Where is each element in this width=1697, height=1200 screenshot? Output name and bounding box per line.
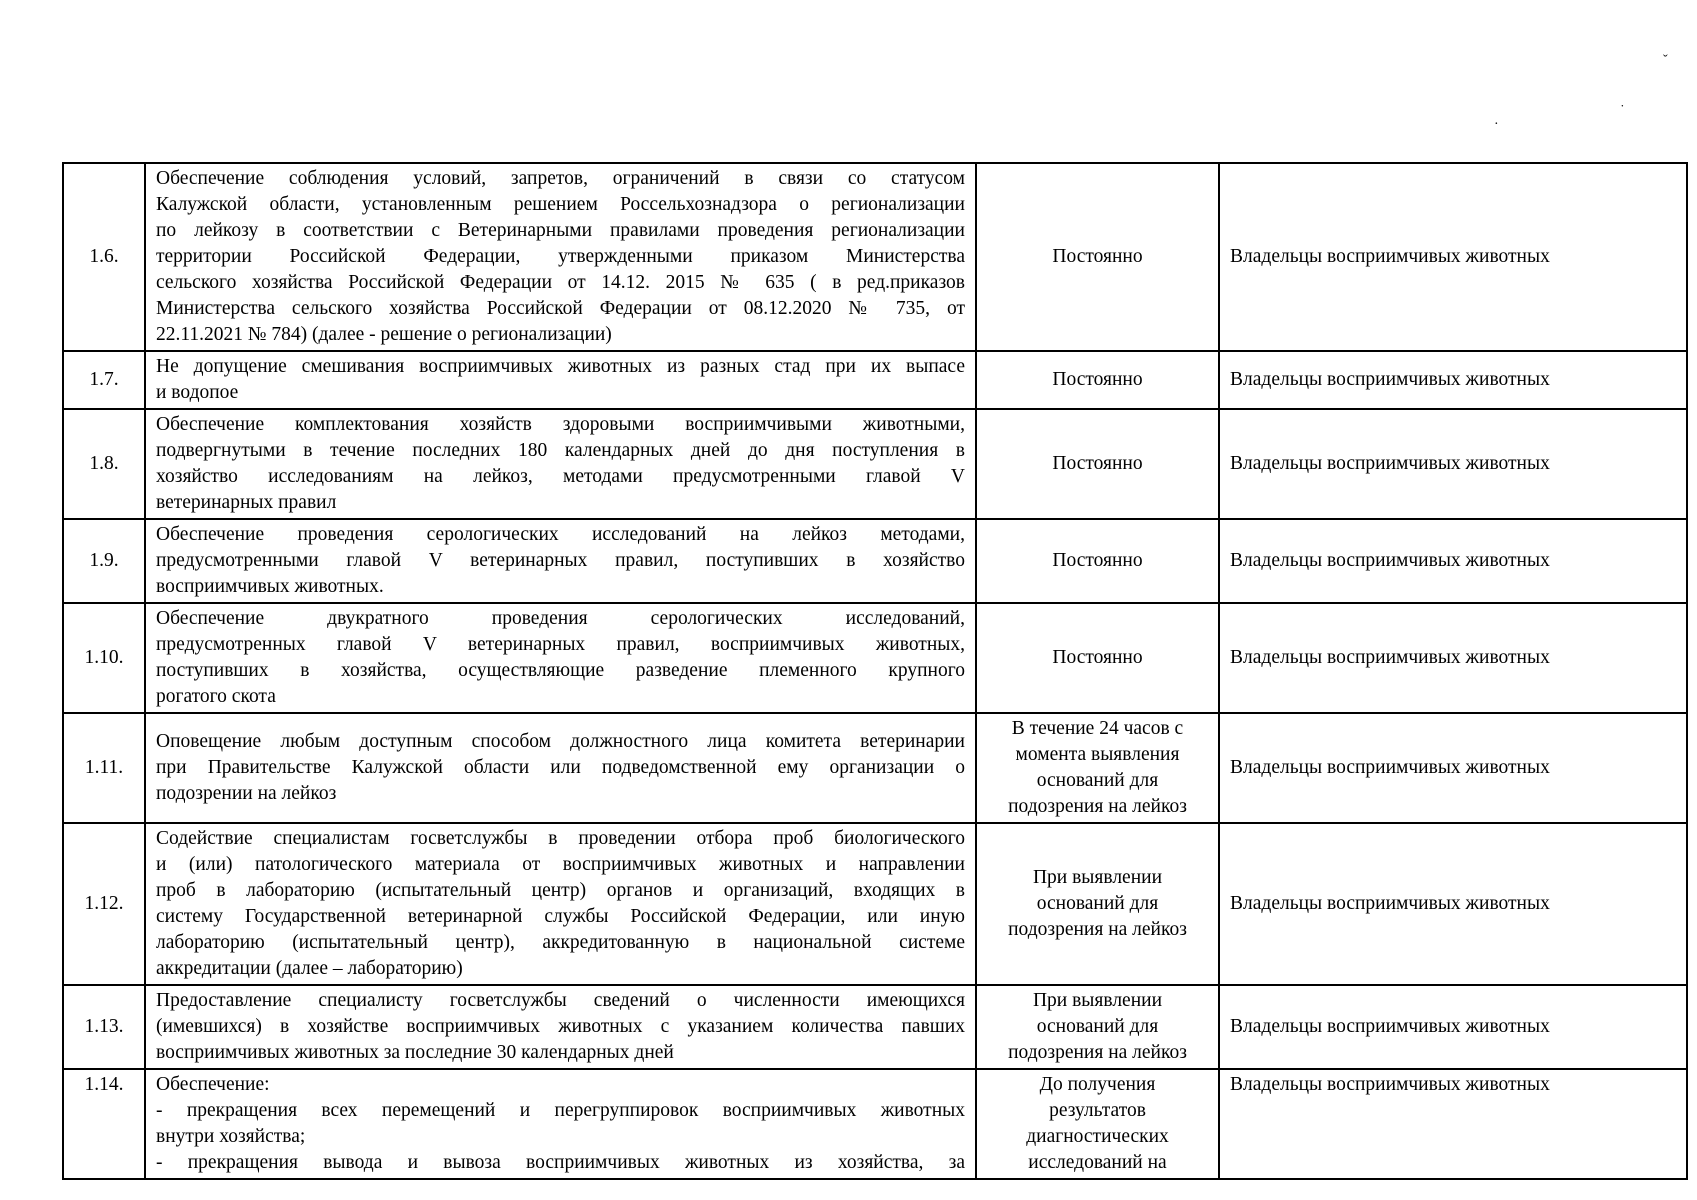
measures-table [62,162,1688,1180]
measure-description: Оповещение любым доступным способом должностного лица комитета ветеринарии при Правительстве Калужской области или подведомственной ему организации о подозрении на лейкоз [145,713,976,823]
row-number: 1.6. [63,163,145,351]
measure-description: Содействие специалистам госветслужбы в проведении отбора проб биологического и (или) патологического материала от восприимчивых животных и направлении проб в лабораторию (испытательный центр) органов и организаций, входящих в систему Государственной ветеринарной службы Российской Федерации, или иную лабораторию (испытательный центр), аккредитованную в национальной системе аккредитации (далее – лабораторию) [145,823,976,985]
row-number: 1.11. [63,713,145,823]
scan-mark: · [1494,117,1499,132]
responsible-party: Владельцы восприимчивых животных [1219,823,1687,985]
measure-description: Обеспечение: - прекращения всех перемещений и перегруппировок восприимчивых животных внутри хозяйства; - прекращения вывода и вывоза восприимчивых животных из хозяйства, за [145,1069,976,1179]
measure-description: Обеспечение двукратного проведения серологических исследований, предусмотренных главой V ветеринарных правил, восприимчивых животных, поступивших в хозяйства, осуществляющие разведение племенного крупного рогатого скота [145,603,976,713]
row-number: 1.8. [63,409,145,519]
row-number: 1.10. [63,603,145,713]
table-row [63,409,1687,519]
row-number: 1.12. [63,823,145,985]
row-number: 1.9. [63,519,145,603]
table-row [63,351,1687,409]
measure-description: Обеспечение комплектования хозяйств здоровыми восприимчивыми животными, подвергнутыми в течение последних 180 календарных дней до дня поступления в хозяйство исследованиям на лейкоз, методами предусмотренными главой V ветеринарных правил [145,409,976,519]
responsible-party: Владельцы восприимчивых животных [1219,409,1687,519]
measure-term: Постоянно [976,351,1219,409]
measure-term: Постоянно [976,603,1219,713]
row-number: 1.13. [63,985,145,1069]
responsible-party: Владельцы восприимчивых животных [1219,351,1687,409]
responsible-party: Владельцы восприимчивых животных [1219,163,1687,351]
scan-mark: ˙ [1620,103,1625,118]
measure-description: Обеспечение соблюдения условий, запретов, ограничений в связи со статусом Калужской области, установленным решением Россельхознадзора о регионализации по лейкозу в соответствии с Ветеринарными правилами проведения регионализации территории Российской Федерации, утвержденными приказом Министерства сельского хозяйства Российской Федерации от 14.12. 2015 № 635 ( в ред.приказов Министерства сельского хозяйства Российской Федерации от 08.12.2020 № 735, от 22.11.2021 № 784) (далее - решение о регионализации) [145,163,976,351]
table-row [63,713,1687,823]
measure-description: Не допущение смешивания восприимчивых животных из разных стад при их выпасе и водопое [145,351,976,409]
measure-term: Постоянно [976,519,1219,603]
measure-term: Постоянно [976,409,1219,519]
scan-mark: ˇ [1663,53,1668,68]
row-number: 1.7. [63,351,145,409]
responsible-party: Владельцы восприимчивых животных [1219,713,1687,823]
responsible-party: Владельцы восприимчивых животных [1219,1069,1687,1179]
responsible-party: Владельцы восприимчивых животных [1219,519,1687,603]
responsible-party: Владельцы восприимчивых животных [1219,603,1687,713]
table-row [63,519,1687,603]
measure-term: При выявлении оснований для подозрения на лейкоз [976,985,1219,1069]
measure-term: До получения результатов диагностических исследований на [976,1069,1219,1179]
measure-term: При выявлении оснований для подозрения на лейкоз [976,823,1219,985]
table-row [63,603,1687,713]
measure-description: Обеспечение проведения серологических исследований на лейкоз методами, предусмотренными главой V ветеринарных правил, поступивших в хозяйство восприимчивых животных. [145,519,976,603]
measure-term: Постоянно [976,163,1219,351]
row-number: 1.14. [63,1069,145,1179]
responsible-party: Владельцы восприимчивых животных [1219,985,1687,1069]
measure-description: Предоставление специалисту госветслужбы сведений о численности имеющихся (имевшихся) в хозяйстве восприимчивых животных с указанием количества павших восприимчивых животных за последние 30 календарных дней [145,985,976,1069]
table-row [63,163,1687,351]
table-row [63,823,1687,985]
measure-term: В течение 24 часов с момента выявления оснований для подозрения на лейкоз [976,713,1219,823]
table-row [63,985,1687,1069]
table-row [63,1069,1687,1179]
